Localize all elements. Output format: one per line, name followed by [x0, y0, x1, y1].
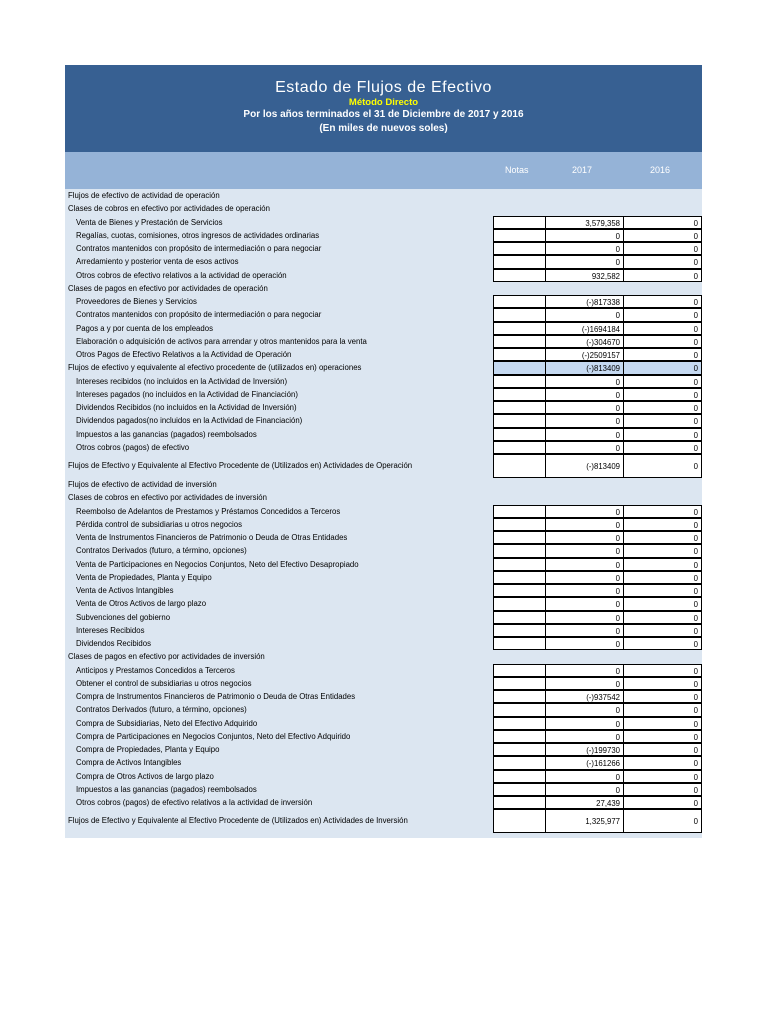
- value-2017-cell: 0: [546, 375, 624, 388]
- value-2017-cell: (-)813409: [546, 361, 624, 374]
- notes-cell: [493, 690, 546, 703]
- value-2016-cell: 0: [624, 322, 702, 335]
- value-2016-cell: 0: [624, 730, 702, 743]
- row-label: Otros cobros de efectivo relativos a la actividad de operación: [76, 270, 287, 280]
- value-2016-cell: 0: [624, 531, 702, 544]
- value-2017-cell: 27,439: [546, 796, 624, 809]
- statement-units: (En miles de nuevos soles): [319, 123, 448, 134]
- value-2016-cell: 0: [624, 414, 702, 427]
- value-2017-cell: (-)1694184: [546, 322, 624, 335]
- value-2016-cell: 0: [624, 571, 702, 584]
- statement-period: Por los años terminados el 31 de Diciembre de 2017 y 2016: [243, 109, 524, 120]
- notes-cell: [493, 611, 546, 624]
- value-2017-cell: 0: [546, 717, 624, 730]
- row-label: Reembolso de Adelantos de Prestamos y Préstamos Concedidos a Terceros: [76, 506, 341, 516]
- value-2016-cell: 0: [624, 361, 702, 374]
- row-label: Compra de Subsidiarias, Neto del Efectivo Adquirido: [76, 718, 258, 728]
- section-heading-row: [65, 202, 702, 215]
- table-row: [65, 558, 702, 571]
- value-2016-cell: 0: [624, 796, 702, 809]
- table-row: [65, 597, 702, 610]
- value-2016-cell: 0: [624, 335, 702, 348]
- row-label: Otros Pagos de Efectivo Relativos a la Actividad de Operación: [76, 350, 292, 359]
- notes-cell: [493, 454, 546, 478]
- value-2016-cell: 0: [624, 743, 702, 756]
- row-label: Venta de Instrumentos Financieros de Patrimonio o Deuda de Otras Entidades: [76, 533, 348, 542]
- total-row: [65, 809, 702, 833]
- value-2016-cell: 0: [624, 584, 702, 597]
- notes-cell: [493, 401, 546, 414]
- value-2017-cell: (-)2509157: [546, 348, 624, 361]
- notes-cell: [493, 242, 546, 255]
- value-2016-cell: 0: [624, 242, 702, 255]
- column-header-2017: 2017: [572, 165, 593, 175]
- table-row: [65, 518, 702, 531]
- notes-cell: [493, 796, 546, 809]
- statement-header: [65, 65, 702, 152]
- table-row: [65, 308, 702, 321]
- notes-cell: [493, 441, 546, 454]
- column-header-row: [65, 152, 702, 189]
- row-label: Flujos de efectivo y equivalente al efectivo procedente de (utilizados en) operaciones: [68, 363, 362, 373]
- statement-title: Estado de Flujos de Efectivo: [275, 79, 492, 96]
- statement-body: [65, 189, 702, 838]
- row-label: Pérdida control de subsidiarias u otros negocios: [76, 519, 242, 529]
- cash-flow-statement: [65, 65, 702, 838]
- value-2016-cell: 0: [624, 770, 702, 783]
- total-row: [65, 454, 702, 478]
- value-2016-cell: 0: [624, 295, 702, 308]
- notes-cell: [493, 428, 546, 441]
- row-label: Clases de pagos en efectivo por actividades de inversión: [68, 652, 265, 662]
- row-label: Contratos Derivados (futuro, a término, opciones): [76, 705, 247, 715]
- table-row: [65, 255, 702, 268]
- table-row: [65, 401, 702, 414]
- table-row: [65, 664, 702, 677]
- notes-cell: [493, 414, 546, 427]
- table-row: [65, 216, 702, 229]
- row-label: Venta de Participaciones en Negocios Conjuntos, Neto del Efectivo Desapropiado: [76, 559, 359, 569]
- notes-cell: [493, 216, 546, 229]
- notes-cell: [493, 743, 546, 756]
- row-label: Venta de Activos Intangibles: [76, 586, 174, 595]
- row-label: Flujos de Efectivo y Equivalente al Efectivo Procedente de (Utilizados en) Actividades de Inversión: [68, 816, 408, 826]
- notes-cell: [493, 269, 546, 282]
- section-heading-row: [65, 478, 702, 491]
- table-row: [65, 743, 702, 756]
- value-2016-cell: 0: [624, 664, 702, 677]
- row-label: Obtener el control de subsidiarias u otros negocios: [76, 678, 252, 688]
- notes-cell: [493, 677, 546, 690]
- value-2017-cell: 1,325,977: [546, 809, 624, 833]
- notes-cell: [493, 624, 546, 637]
- value-2017-cell: 0: [546, 308, 624, 321]
- table-row: [65, 348, 702, 361]
- row-label: Venta de Bienes y Prestación de Servicios: [76, 217, 223, 227]
- value-2017-cell: 0: [546, 611, 624, 624]
- value-2016-cell: 0: [624, 428, 702, 441]
- row-label: Flujos de Efectivo y Equivalente al Efectivo Procedente de (Utilizados en) Actividades de Operación: [68, 461, 413, 470]
- value-2017-cell: 0: [546, 703, 624, 716]
- row-label: Flujos de efectivo de actividad de inversión: [68, 480, 217, 489]
- notes-cell: [493, 571, 546, 584]
- notes-cell: [493, 518, 546, 531]
- value-2016-cell: 0: [624, 269, 702, 282]
- table-row: [65, 690, 702, 703]
- value-2016-cell: 0: [624, 441, 702, 454]
- value-2016-cell: 0: [624, 624, 702, 637]
- value-2017-cell: 0: [546, 428, 624, 441]
- table-row: [65, 375, 702, 388]
- row-label: Venta de Propiedades, Planta y Equipo: [76, 572, 212, 582]
- value-2017-cell: (-)161266: [546, 756, 624, 769]
- table-row: [65, 756, 702, 769]
- table-row: [65, 428, 702, 441]
- section-heading-row: [65, 491, 702, 504]
- value-2017-cell: 0: [546, 558, 624, 571]
- row-label: Compra de Activos Intangibles: [76, 758, 182, 768]
- row-label: Flujos de efectivo de actividad de operación: [68, 191, 220, 200]
- value-2016-cell: 0: [624, 703, 702, 716]
- notes-cell: [493, 505, 546, 518]
- value-2017-cell: 0: [546, 544, 624, 557]
- value-2016-cell: 0: [624, 518, 702, 531]
- value-2017-cell: 0: [546, 584, 624, 597]
- table-row: [65, 269, 702, 282]
- value-2016-cell: 0: [624, 388, 702, 401]
- value-2016-cell: 0: [624, 216, 702, 229]
- value-2017-cell: 0: [546, 730, 624, 743]
- value-2017-cell: 0: [546, 401, 624, 414]
- row-label: Clases de cobros en efectivo por actividades de inversión: [68, 493, 267, 503]
- table-row: [65, 441, 702, 454]
- value-2016-cell: 0: [624, 375, 702, 388]
- row-label: Pagos a y por cuenta de los empleados: [76, 323, 213, 333]
- value-2017-cell: (-)199730: [546, 743, 624, 756]
- value-2016-cell: 0: [624, 783, 702, 796]
- value-2017-cell: 932,582: [546, 269, 624, 282]
- value-2016-cell: 0: [624, 677, 702, 690]
- table-row: [65, 322, 702, 335]
- table-row: [65, 505, 702, 518]
- value-2017-cell: 0: [546, 505, 624, 518]
- table-row: [65, 637, 702, 650]
- value-2017-cell: 0: [546, 242, 624, 255]
- notes-cell: [493, 717, 546, 730]
- notes-cell: [493, 558, 546, 571]
- row-label: Compra de Otros Activos de largo plazo: [76, 771, 214, 781]
- row-label: Contratos Derivados (futuro, a término, opciones): [76, 546, 247, 556]
- value-2017-cell: 0: [546, 518, 624, 531]
- value-2016-cell: 0: [624, 544, 702, 557]
- row-label: Dividendos Recibidos (no incluidos en la Actividad de Inversión): [76, 403, 297, 412]
- table-row: [65, 717, 702, 730]
- table-row: [65, 571, 702, 584]
- value-2016-cell: 0: [624, 611, 702, 624]
- value-2016-cell: 0: [624, 348, 702, 361]
- table-row: [65, 730, 702, 743]
- value-2017-cell: (-)813409: [546, 454, 624, 478]
- value-2017-cell: 0: [546, 770, 624, 783]
- notes-cell: [493, 597, 546, 610]
- table-row: [65, 584, 702, 597]
- notes-cell: [493, 783, 546, 796]
- value-2017-cell: 0: [546, 414, 624, 427]
- row-label: Otros cobros (pagos) de efectivo relativos a la actividad de inversión: [76, 798, 313, 807]
- row-label: Compra de Instrumentos Financieros de Patrimonio o Deuda de Otras Entidades: [76, 692, 356, 701]
- notes-cell: [493, 255, 546, 268]
- value-2017-cell: (-)937542: [546, 690, 624, 703]
- value-2017-cell: (-)304670: [546, 335, 624, 348]
- table-row: [65, 783, 702, 796]
- column-header-2016: 2016: [650, 165, 671, 175]
- value-2017-cell: 0: [546, 255, 624, 268]
- table-row: [65, 229, 702, 242]
- value-2016-cell: 0: [624, 505, 702, 518]
- row-label: Elaboración o adquisición de activos para arrendar y otros mantenidos para la venta: [76, 336, 367, 346]
- notes-cell: [493, 361, 546, 374]
- notes-cell: [493, 809, 546, 833]
- notes-cell: [493, 703, 546, 716]
- notes-cell: [493, 544, 546, 557]
- row-label: Intereses recibidos (no incluidos en la Actividad de Inversión): [76, 376, 288, 386]
- notes-cell: [493, 322, 546, 335]
- table-row: [65, 388, 702, 401]
- value-2016-cell: 0: [624, 401, 702, 414]
- value-2017-cell: 0: [546, 677, 624, 690]
- table-row: [65, 703, 702, 716]
- table-row: [65, 770, 702, 783]
- value-2017-cell: 0: [546, 637, 624, 650]
- notes-cell: [493, 295, 546, 308]
- section-heading-row: [65, 282, 702, 295]
- table-row: [65, 611, 702, 624]
- row-label: Dividendos Recibidos: [76, 639, 151, 648]
- table-row: [65, 335, 702, 348]
- table-row: [65, 531, 702, 544]
- row-label: Anticipos y Prestamos Concedidos a Terceros: [76, 665, 235, 675]
- row-label: Otros cobros (pagos) de efectivo: [76, 442, 190, 452]
- value-2017-cell: 0: [546, 624, 624, 637]
- table-row: [65, 295, 702, 308]
- notes-cell: [493, 770, 546, 783]
- column-header-notes: Notas: [505, 165, 529, 175]
- value-2016-cell: 0: [624, 229, 702, 242]
- value-2017-cell: 0: [546, 571, 624, 584]
- value-2017-cell: 0: [546, 783, 624, 796]
- notes-cell: [493, 637, 546, 650]
- value-2016-cell: 0: [624, 717, 702, 730]
- notes-cell: [493, 229, 546, 242]
- section-heading-row: [65, 650, 702, 663]
- notes-cell: [493, 584, 546, 597]
- value-2017-cell: 0: [546, 664, 624, 677]
- value-2017-cell: (-)817338: [546, 295, 624, 308]
- row-label: Intereses Recibidos: [76, 625, 145, 635]
- value-2016-cell: 0: [624, 756, 702, 769]
- table-row: [65, 361, 702, 374]
- notes-cell: [493, 756, 546, 769]
- row-label: Venta de Otros Activos de largo plazo: [76, 599, 207, 609]
- table-row: [65, 796, 702, 809]
- value-2017-cell: 3,579,358: [546, 216, 624, 229]
- row-label: Compra de Propiedades, Planta y Equipo: [76, 745, 220, 754]
- statement-method: Método Directo: [348, 97, 419, 108]
- notes-cell: [493, 308, 546, 321]
- row-label: Arredamiento y posterior venta de esos activos: [76, 257, 239, 267]
- section-heading-row: [65, 189, 702, 202]
- value-2016-cell: 0: [624, 809, 702, 833]
- table-row: [65, 414, 702, 427]
- row-label: Contratos mantenidos con propósito de intermediación o para negociar: [76, 244, 322, 253]
- table-row: [65, 544, 702, 557]
- row-label: Impuestos a las ganancias (pagados) reembolsados: [76, 429, 257, 439]
- value-2016-cell: 0: [624, 454, 702, 478]
- notes-cell: [493, 348, 546, 361]
- notes-cell: [493, 730, 546, 743]
- row-label: Impuestos a las ganancias (pagados) reembolsados: [76, 784, 257, 794]
- value-2016-cell: 0: [624, 255, 702, 268]
- row-label: Subvenciones del gobierno: [76, 612, 171, 622]
- value-2016-cell: 0: [624, 637, 702, 650]
- table-row: [65, 624, 702, 637]
- value-2017-cell: 0: [546, 229, 624, 242]
- notes-cell: [493, 664, 546, 677]
- value-2016-cell: 0: [624, 597, 702, 610]
- row-label: Clases de pagos en efectivo por actividades de operación: [68, 283, 268, 293]
- notes-cell: [493, 335, 546, 348]
- value-2017-cell: 0: [546, 388, 624, 401]
- value-2016-cell: 0: [624, 308, 702, 321]
- table-row: [65, 677, 702, 690]
- notes-cell: [493, 531, 546, 544]
- value-2016-cell: 0: [624, 558, 702, 571]
- row-label: Contratos mantenidos con propósito de intermediación o para negociar: [76, 310, 322, 320]
- row-label: Intereses pagados (no incluidos en la Actividad de Financiación): [76, 389, 298, 399]
- value-2017-cell: 0: [546, 441, 624, 454]
- value-2017-cell: 0: [546, 597, 624, 610]
- table-row: [65, 242, 702, 255]
- row-label: Regalías, cuotas, comisiones, otros ingresos de actividades ordinarias: [76, 230, 320, 240]
- value-2016-cell: 0: [624, 690, 702, 703]
- notes-cell: [493, 375, 546, 388]
- notes-cell: [493, 388, 546, 401]
- value-2017-cell: 0: [546, 531, 624, 544]
- row-label: Proveedores de Bienes y Servicios: [76, 297, 197, 306]
- row-label: Dividendos pagados(no incluidos en la Actividad de Financiación): [76, 416, 303, 426]
- row-label: Compra de Participaciones en Negocios Conjuntos, Neto del Efectivo Adquirido: [76, 731, 351, 741]
- row-label: Clases de cobros en efectivo por actividades de operación: [68, 204, 270, 214]
